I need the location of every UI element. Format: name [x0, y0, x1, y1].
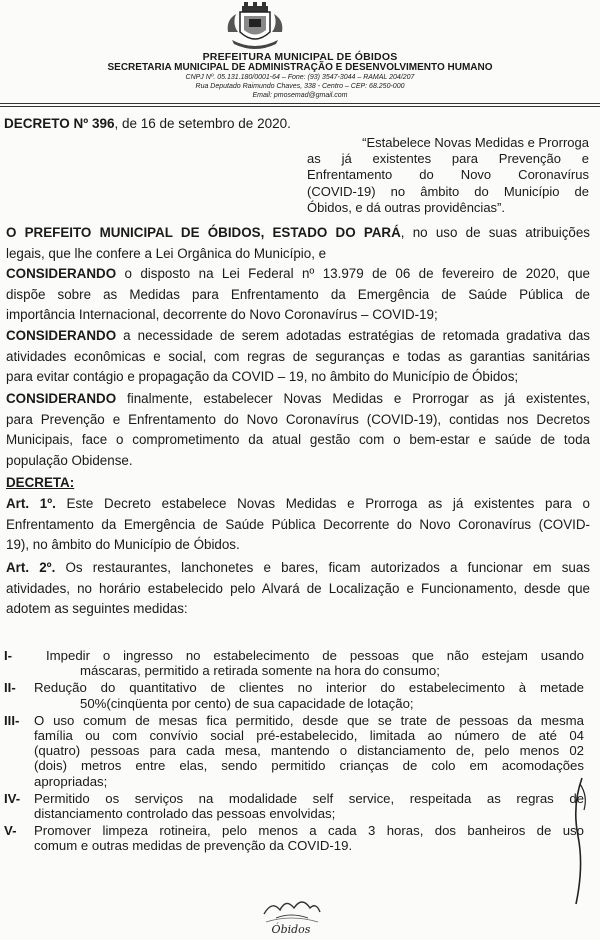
- article-line: Art. 1º. Este Decreto estabelece Novas Medidas e Prorroga as já existentes para o: [6, 496, 590, 511]
- article-line: atividades, no horário estabelecido pelo Alvará de Localização e Funcionamento, desde que: [6, 580, 590, 596]
- ementa-line: as já existentes para Prevenção e: [307, 151, 589, 167]
- decree-date: , de 16 de setembro de 2020.: [114, 116, 291, 131]
- decree-ementa: [307, 135, 589, 216]
- ementa-line: (COVID-19) no âmbito do Município de: [307, 183, 589, 199]
- ementa-line: Óbidos, e dá outras providências”.: [307, 199, 505, 215]
- list-item: V- Promover limpeza rotineira, pelo menos a cada 3 horas, dos banheiros de uso comum e outras medidas de prevenção da COVID-19.: [4, 823, 584, 854]
- department-name: SECRETARIA MUNICIPAL DE ADMINISTRAÇÃO E DESENVOLVIMENTO HUMANO: [107, 62, 493, 73]
- considerando-line: população Obidense.: [6, 452, 133, 468]
- considerando-2: [6, 326, 590, 388]
- municipal-coat-of-arms: [222, 2, 288, 52]
- item-numeral: IV-: [4, 790, 21, 806]
- preamble: [6, 223, 590, 264]
- article-line: adotem as seguintes medidas:: [6, 601, 188, 617]
- list-item: IV- Permitido os serviços na modalidade self service, respeitada as regras de distanciamento controlado das pessoas envolvidas;: [4, 790, 584, 822]
- header-divider: [0, 103, 600, 104]
- considerando-line: Municipais, face o comprometimento da atual gestão com o bem-estar e saúde de toda: [6, 432, 590, 448]
- article-label: Art. 1º.: [6, 496, 56, 511]
- considerando-line: CONSIDERANDO a necessidade de serem adotadas estratégias de retomada gradativa das: [6, 328, 590, 343]
- considerando-1: [6, 264, 590, 326]
- authority-name: O PREFEITO MUNICIPAL DE ÓBIDOS, ESTADO DO PARÁ: [6, 225, 401, 240]
- item-numeral: I-: [4, 648, 13, 663]
- footer-logo-text: Óbidos: [271, 923, 311, 936]
- email-line: Email: pmosemad@gmail.com: [252, 92, 348, 99]
- margin-signature: [568, 776, 592, 906]
- article-1: [6, 494, 590, 556]
- address-line: Rua Deputado Raimundo Chaves, 338 - Centro – CEP: 68.250-000: [195, 83, 405, 90]
- contact-line: CNPJ Nº. 05.131.180/0001-64 – Fone: (93) 3547-3044 – RAMAL 204/207: [185, 74, 415, 81]
- institution-name: PREFEITURA MUNICIPAL DE ÓBIDOS: [202, 51, 398, 63]
- considerando-line: CONSIDERANDO o disposto na Lei Federal nº 13.979 de 06 de fevereiro de 2020, que: [6, 266, 590, 281]
- ementa-line: Enfrentamento do Novo Coronavírus: [307, 167, 589, 183]
- article-line: 19), no âmbito do Município de Óbidos.: [6, 537, 240, 553]
- item-numeral: III-: [4, 712, 20, 728]
- decree-title: [4, 116, 291, 131]
- preamble-line: legais, que lhe confere a Lei Orgânica do Município, e: [6, 245, 327, 261]
- item-numeral: II-: [4, 680, 16, 696]
- ementa-line: “Estabelece Novas Medidas e Prorroga: [362, 135, 589, 150]
- considerando-line: importância Internacional, decorrente do Novo Coronavírus – COVID-19;: [6, 307, 438, 323]
- preamble-line: O PREFEITO MUNICIPAL DE ÓBIDOS, ESTADO DO PARÁ, no uso de suas atribuições: [6, 225, 590, 240]
- article-2: [6, 558, 590, 620]
- considerando-line: atividades econômicas e social, com regras de seguranças e todas as garantias sanitárias: [6, 348, 590, 364]
- decree-number: DECRETO Nº 396: [4, 116, 115, 131]
- decreta-heading: DECRETA:: [6, 475, 75, 490]
- list-item: III- O uso comum de mesas fica permitido, desde que se trate de pessoas da mesma família ou com convívio social pré-estabelecido, limitada ao número de até 04 (quatro) pessoas para cada mesa, mantendo o distanciamento de, pelo menos 02 (dois) metros entre elas, sendo permitido crianças de colo em acomodações apropriadas;: [4, 712, 584, 789]
- obidos-footer-logo: [258, 892, 324, 936]
- measures-list: [4, 648, 584, 856]
- item-numeral: V-: [4, 823, 17, 839]
- article-label: Art. 2º.: [6, 560, 56, 575]
- considerando-line: CONSIDERANDO finalmente, estabelecer Novas Medidas e Prorrogar as já existentes,: [6, 391, 590, 406]
- header-divider-double: [0, 106, 600, 107]
- considerando-3: [6, 389, 590, 471]
- considerando-line: dispõe sobre as Medidas para Enfrentamento da Emergência de Saúde Pública de: [6, 286, 590, 302]
- list-item: I- Impedir o ingresso no estabelecimento de pessoas que não estejam usando máscaras, permitido a retirada somente na hora do consumo;: [4, 648, 584, 679]
- article-line: Enfrentamento da Emergência de Saúde Pública Decorrente do Novo Coronavírus (COVID-: [6, 516, 590, 532]
- article-line: Art. 2º. Os restaurantes, lanchonetes e bares, ficam autorizados a funcionar em suas: [6, 560, 590, 575]
- list-item: II- Redução do quantitativo de clientes no interior do estabelecimento à metade 50%(cinqüenta por cento) de sua capacidade de lotação;: [4, 680, 584, 711]
- considerando-line: para evitar contágio e propagação da COVID – 19, no âmbito do Município de Óbidos;: [6, 369, 519, 385]
- considerando-line: para Prevenção e Enfrentamento do Novo Coronavírus (COVID-19), contidas nos Decretos: [6, 411, 590, 427]
